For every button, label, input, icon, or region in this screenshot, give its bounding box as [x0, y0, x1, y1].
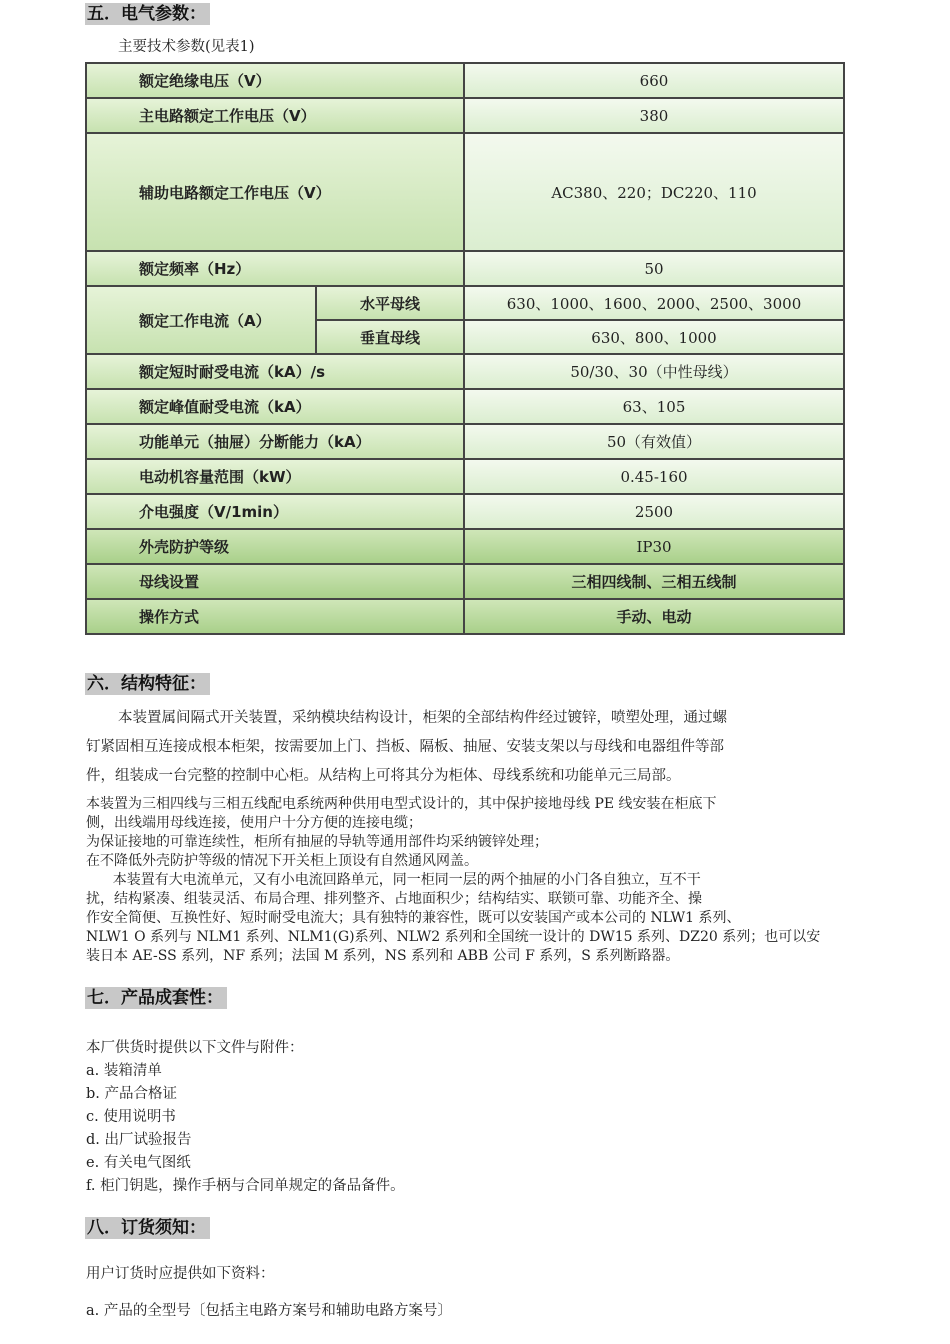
table-row: [86, 564, 844, 599]
list-item: b. 产品合格证: [86, 1086, 177, 1102]
param-value: 50/30、30（中性母线）: [464, 354, 844, 389]
list-item: f. 柜门钥匙，操作手柄与合同单规定的备品备件。: [86, 1178, 405, 1194]
paragraph-line: 为保证接地的可靠连续性，柜所有抽屉的导轨等通用部件均采纳镀锌处理；: [86, 834, 548, 850]
table-row: [86, 599, 844, 634]
paragraph-line: 本装置为三相四线与三相五线配电系统两种供用电型式设计的，其中保护接地母线 PE 线安装在柜底下: [86, 796, 717, 812]
param-value: 0.45-160: [464, 459, 844, 494]
table-row: [86, 354, 844, 389]
param-label: 主电路额定工作电压（V）: [86, 98, 464, 133]
paragraph-line: 扰，结构紧凑、组装灵活、布局合理、排列整齐、占地面积少；结构结实、联锁可靠、功能齐全、操: [86, 891, 702, 907]
param-value: 660: [464, 63, 844, 98]
param-label: 额定工作电流（A）: [86, 286, 316, 354]
table-row: [86, 98, 844, 133]
section-8-heading: 八．订货须知：: [85, 1217, 210, 1239]
section-7-heading: 七．产品成套性：: [85, 987, 227, 1009]
table-row: [86, 286, 844, 320]
param-label: 母线设置: [86, 564, 464, 599]
paragraph-line: 作安全简便、互换性好、短时耐受电流大；具有独特的兼容性，既可以安装国产或本公司的 NLW1 系列、: [86, 910, 741, 926]
technical-parameters-table: [85, 62, 845, 635]
list-item: a. 产品的全型号〔包括主电路方案号和辅助电路方案号〕: [86, 1303, 452, 1319]
list-item: e. 有关电气图纸: [86, 1155, 191, 1171]
param-label: 辅助电路额定工作电压（V）: [86, 133, 464, 251]
param-label: 额定频率（Hz）: [86, 251, 464, 286]
paragraph-line: 本装置属间隔式开关装置，采纳模块结构设计，柜架的全部结构件经过镀锌，喷塑处理，通过螺: [118, 710, 727, 726]
param-value: 630、1000、1600、2000、2500、3000: [464, 286, 844, 320]
param-sublabel: 垂直母线: [316, 320, 464, 354]
table-row: [86, 389, 844, 424]
paragraph-line: 钉紧固相互连接成根本柜架，按需要加上门、挡板、隔板、抽屉、安装支架以与母线和电器组件等部: [86, 739, 724, 755]
param-value: 63、105: [464, 389, 844, 424]
list-item: a. 装箱清单: [86, 1063, 162, 1079]
table-row: [86, 529, 844, 564]
table-row: [86, 251, 844, 286]
param-label: 额定峰值耐受电流（kA）: [86, 389, 464, 424]
table-caption: 主要技术参数(见表1): [118, 39, 255, 55]
list-intro: 用户订货时应提供如下资料：: [86, 1266, 275, 1282]
table-row: [86, 494, 844, 529]
list-intro: 本厂供货时提供以下文件与附件：: [86, 1040, 304, 1056]
paragraph-line: 在不降低外壳防护等级的情况下开关柜上顶设有自然通风网盖。: [86, 853, 478, 869]
param-label: 电动机容量范围（kW）: [86, 459, 464, 494]
list-item: c. 使用说明书: [86, 1109, 176, 1125]
param-value: 380: [464, 98, 844, 133]
param-value: AC380、220；DC220、110: [464, 133, 844, 251]
section-6-heading: 六．结构特征：: [85, 673, 210, 695]
table-row: [86, 459, 844, 494]
param-label: 额定绝缘电压（V）: [86, 63, 464, 98]
param-value: 三相四线制、三相五线制: [464, 564, 844, 599]
param-value: 50: [464, 251, 844, 286]
param-value: IP30: [464, 529, 844, 564]
paragraph-line: 侧，出线端用母线连接，使用户十分方便的连接电缆；: [86, 815, 422, 831]
param-sublabel: 水平母线: [316, 286, 464, 320]
param-label: 操作方式: [86, 599, 464, 634]
paragraph-line: 件，组装成一台完整的控制中心柜。从结构上可将其分为柜体、母线系统和功能单元三局部。: [86, 768, 681, 784]
table-row: [86, 424, 844, 459]
table-row: [86, 63, 844, 98]
param-label: 介电强度（V/1min）: [86, 494, 464, 529]
param-label: 功能单元（抽屉）分断能力（kA）: [86, 424, 464, 459]
param-value: 630、800、1000: [464, 320, 844, 354]
param-label: 外壳防护等级: [86, 529, 464, 564]
paragraph-line: 本装置有大电流单元，又有小电流回路单元，同一柜同一层的两个抽屉的小门各自独立，互不干: [86, 872, 701, 888]
param-value: 手动、电动: [464, 599, 844, 634]
param-label: 额定短时耐受电流（kA）/s: [86, 354, 464, 389]
param-value: 2500: [464, 494, 844, 529]
section-5-heading: 五．电气参数：: [85, 3, 210, 25]
paragraph-line: NLW1 O 系列与 NLM1 系列、NLM1(G)系列、NLW2 系列和全国统一设计的 DW15 系列、DZ20 系列；也可以安: [86, 929, 821, 945]
param-value: 50（有效值）: [464, 424, 844, 459]
list-item: d. 出厂试验报告: [86, 1132, 192, 1148]
paragraph-line: 装日本 AE-SS 系列，NF 系列；法国 M 系列，NS 系列和 ABB 公司 F 系列，S 系列断路器。: [86, 948, 680, 964]
table-row: [86, 133, 844, 251]
